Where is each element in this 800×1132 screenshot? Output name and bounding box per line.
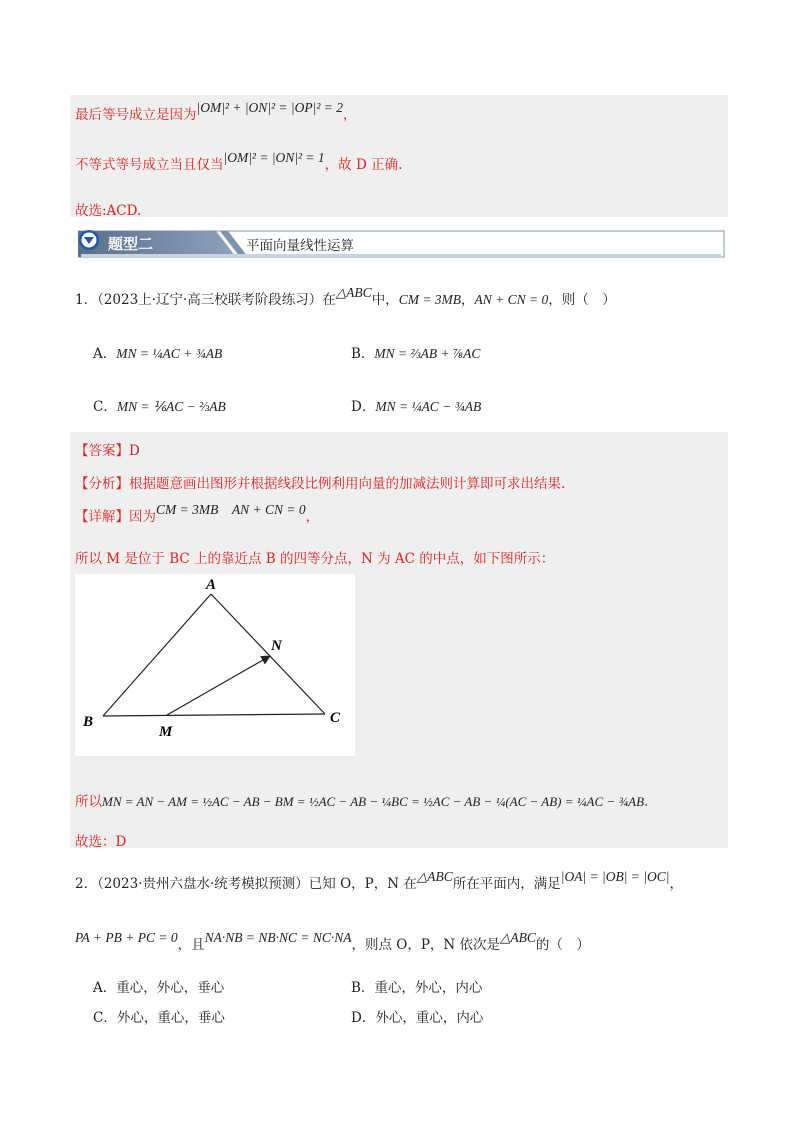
q2-cond2: PA + PB + PC = 0 bbox=[75, 930, 178, 945]
triangle-figure bbox=[75, 574, 355, 756]
vector-mn bbox=[167, 656, 270, 715]
q2-number: 2． bbox=[75, 876, 98, 892]
q2-cond3: NA·NB = NB·NC = NC·NA bbox=[204, 930, 352, 945]
chevron-down-icon[interactable] bbox=[78, 229, 100, 251]
q1-ask: ，则（ ） bbox=[548, 292, 616, 308]
q1-choose: 故选：D bbox=[75, 834, 127, 850]
q2-option-b[interactable] bbox=[351, 976, 482, 996]
q1-mid: 中， bbox=[371, 292, 399, 308]
q2-ask: 的（ ） bbox=[535, 937, 590, 953]
q1-conclusion bbox=[75, 790, 648, 810]
prev-line1-math: |OM|² + |ON|² = |OP|² = 2 bbox=[196, 100, 343, 115]
q2-and: ，且 bbox=[177, 937, 205, 953]
q1-option-a-letter: A． bbox=[93, 346, 117, 362]
prev-line2-tail: ，故 D 正确. bbox=[324, 157, 403, 173]
q2-option-d-text: 外心，重心，内心 bbox=[375, 1010, 484, 1026]
q1-option-a[interactable] bbox=[93, 342, 222, 362]
label-b: B bbox=[83, 714, 94, 730]
q1-cond1: CM = 3MB bbox=[398, 292, 462, 307]
q2-source: （2023·贵州六盘水·统考模拟预测）已知 O，P，N 在 bbox=[97, 876, 417, 892]
question-1-stem bbox=[75, 285, 616, 308]
q1-answer-tag: 【答案】 bbox=[75, 443, 129, 459]
q1-option-d[interactable] bbox=[351, 395, 481, 415]
prev-solution-line-1 bbox=[75, 100, 357, 123]
prev-line1-text: 最后等号成立是因为 bbox=[75, 107, 197, 123]
q1-analysis-line bbox=[75, 472, 565, 492]
q2-then: ，则点 O，P，N 依次是 bbox=[351, 937, 501, 953]
q1-source: （2023上·辽宁·高三校联考阶段练习）在 bbox=[97, 292, 336, 308]
q1-option-b[interactable] bbox=[351, 342, 480, 362]
q2-triangle2: △ABC bbox=[500, 930, 536, 945]
q1-triangle: △ABC bbox=[335, 285, 372, 300]
q2-cond1: |OA| = |OB| = |OC| bbox=[560, 869, 670, 884]
q1-option-c-math: MN = ⅙AC − ⅔AB bbox=[116, 399, 226, 414]
q1-cond2: AN + CN = 0 bbox=[474, 292, 549, 307]
section-title: 平面向量线性运算 bbox=[246, 238, 354, 254]
question-2-stem-line-1 bbox=[75, 869, 683, 892]
q1-conclusion-tail: . bbox=[644, 794, 649, 810]
q1-analysis: 根据题意画出图形并根据线段比例利用向量的加减法则计算即可求出结果. bbox=[129, 476, 566, 492]
q1-sep: ， bbox=[461, 292, 475, 308]
q1-detail-tail: ， bbox=[305, 509, 320, 525]
q1-conclusion-math: MN = AN − AM = ½AC − AB − BM = ½AC − AB − ¼BC = ½AC − AB − ¼(AC − AB) = ¼AC − ¾AB bbox=[102, 794, 645, 809]
q2-tail1: ， bbox=[669, 876, 683, 892]
q2-option-c-letter: C． bbox=[93, 1010, 117, 1026]
q1-number: 1． bbox=[75, 292, 98, 308]
label-n: N bbox=[271, 638, 282, 654]
q1-option-d-math: MN = ¼AC − ¾AB bbox=[375, 399, 482, 414]
section-label: 题型二 bbox=[108, 235, 154, 253]
q1-option-a-math: MN = ¼AC + ¾AB bbox=[116, 346, 223, 361]
q1-detail-cond2: AN + CN = 0 bbox=[231, 502, 306, 517]
banner-shape bbox=[78, 229, 726, 259]
q2-option-a-letter: A． bbox=[93, 980, 117, 996]
q2-triangle: △ABC bbox=[416, 869, 453, 884]
q2-option-c-text: 外心，重心，垂心 bbox=[116, 1010, 225, 1026]
question-2-stem-line-2 bbox=[75, 930, 590, 953]
prev-solution-line-2 bbox=[75, 150, 403, 173]
q2-option-a[interactable] bbox=[93, 976, 224, 996]
q1-option-c-letter: C． bbox=[93, 399, 117, 415]
side-ac bbox=[211, 594, 325, 714]
q2-option-d[interactable] bbox=[351, 1006, 483, 1026]
q1-analysis-tag: 【分析】 bbox=[75, 476, 129, 492]
q2-mid: 所在平面内，满足 bbox=[452, 876, 561, 892]
q1-detail-tag: 【详解】 bbox=[75, 509, 129, 525]
q1-option-b-letter: B． bbox=[351, 346, 375, 362]
q1-detail-cond1: CM = 3MB bbox=[156, 502, 219, 517]
side-ab bbox=[103, 594, 211, 716]
q2-option-c[interactable] bbox=[93, 1006, 225, 1026]
q1-explanation: 所以 M 是位于 BC 上的靠近点 B 的四等分点，N 为 AC 的中点，如下图所示： bbox=[75, 551, 555, 567]
q1-answer: D bbox=[129, 443, 140, 459]
prev-solution-line-3: 故选:ACD. bbox=[75, 203, 142, 219]
prev-line2-text: 不等式等号成立当且仅当 bbox=[75, 157, 224, 173]
q2-option-b-text: 重心，外心，内心 bbox=[374, 980, 483, 996]
q2-option-b-letter: B． bbox=[351, 980, 375, 996]
q1-conclusion-pre: 所以 bbox=[75, 794, 102, 810]
label-a: A bbox=[206, 577, 217, 593]
prev-line1-tail: ， bbox=[342, 107, 357, 123]
q1-option-d-letter: D． bbox=[351, 399, 376, 415]
triangle-diagram bbox=[75, 574, 355, 756]
q1-answer-line bbox=[75, 439, 140, 459]
side-bc bbox=[103, 714, 325, 716]
section-banner bbox=[78, 229, 726, 259]
q1-detail-pre: 因为 bbox=[129, 509, 156, 525]
label-c: C bbox=[330, 710, 341, 726]
q2-option-d-letter: D． bbox=[351, 1010, 376, 1026]
q1-option-c[interactable] bbox=[93, 395, 226, 415]
q1-detail-line bbox=[75, 502, 320, 525]
prev-line2-math: |OM|² = |ON|² = 1 bbox=[223, 150, 325, 165]
q1-option-b-math: MN = ⅔AB + ⅞AC bbox=[374, 346, 481, 361]
label-m: M bbox=[159, 724, 173, 740]
q2-option-a-text: 重心，外心，垂心 bbox=[116, 980, 225, 996]
